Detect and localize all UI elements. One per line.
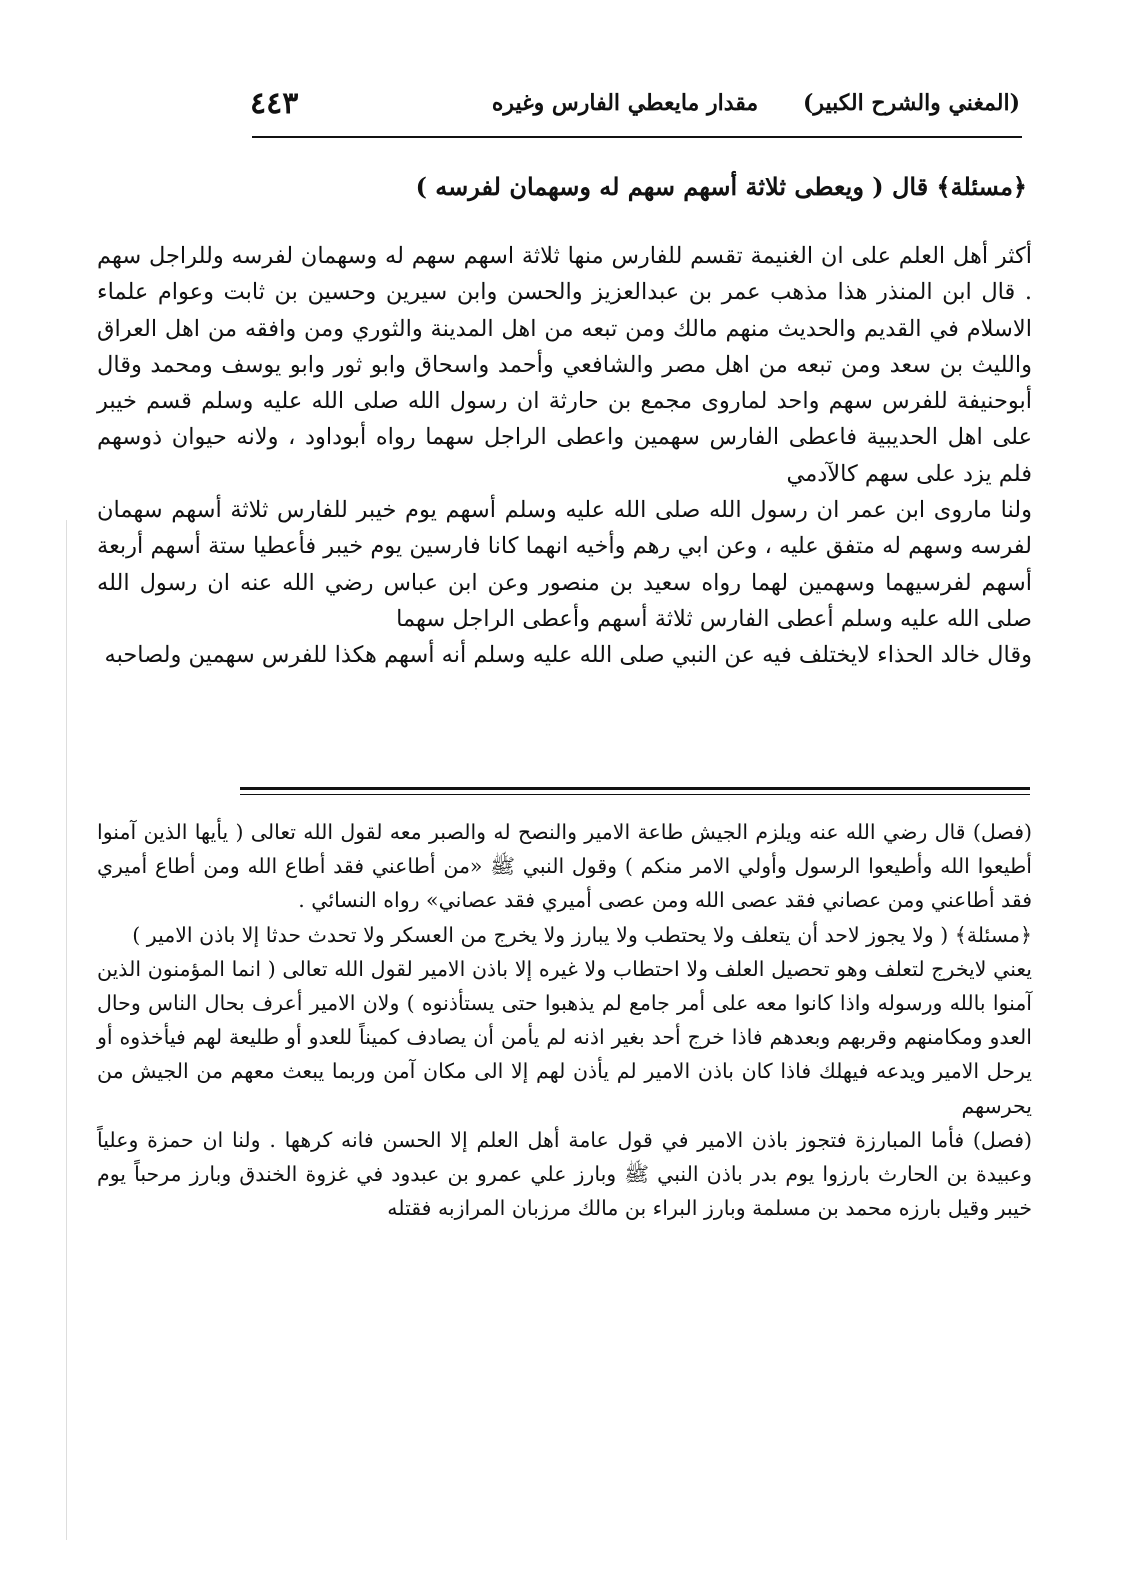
header-rule [252,136,1022,138]
section-divider-thin [240,794,1030,795]
main-paragraph-1: أكثر أهل العلم على ان الغنيمة تقسم للفارس منها ثلاثة اسهم سهم له وسهمان لفرسه وللراجل سهم . قال ابن المنذر هذا مذهب عمر بن عبدالعزيز والحسن وابن سيرين وحسين بن ثابت وعوام علماء الاسلام في القديم والحديث منهم مالك ومن تبعه من اهل المدينة والثوري ومن وافقه من اهل العراق والليث بن سعد ومن تبعه من اهل مصر والشافعي وأحمد واسحاق وابو ثور وابو يوسف ومحمد وقال أبوحنيفة للفرس سهم واحد لماروى مجمع بن حارثة ان رسول الله صلى الله عليه وسلم قسم خيبر على اهل الحديبية فاعطى الفارس سهمين واعطى الراجل سهما رواه أبوداود ، ولانه حيوان ذوسهم فلم يزد على سهم كالآدمي [97,243,1032,487]
commentary-paragraph-1: (فصل) قال رضي الله عنه ويلزم الجيش طاعة الامير والنصح له والصبر معه لقول الله تعالى ( يأيها الذين آمنوا أطيعوا الله وأطيعوا الرسول وأولي الامر منكم ) وقول النبي ﷺ «من أطاعني فقد أطاع الله ومن أطاع أميري فقد أطاعني ومن عصاني فقد عصى الله ومن عصى أميري فقد عصاني» رواه النسائي . [97,820,1032,913]
main-text [97,238,1032,674]
commentary-text [97,815,1032,1225]
commentary-paragraph-3: يعني لايخرج لتعلف وهو تحصيل العلف ولا احتطاب ولا غيره إلا باذن الامير لقول الله تعالى ( انما المؤمنون الذين آمنوا بالله ورسوله واذا كانوا معه على أمر جامع لم يذهبوا حتى يستأذنوه ) ولان الامير أعرف بحال الناس وحال العدو ومكامنهم وقربهم وبعدهم فاذا خرج أحد بغير اذنه لم يأمن أن يصادف كميناً للعدو أو طليعة لهم فيأخذوه أو يرحل الامير ويدعه فيهلك فاذا كان باذن الامير لم يأذن لهم إلا الى مكان آمن وربما يبعث معهم من الجيش من يحرسهم [97,956,1032,1118]
masala-heading: ﴿مسئلة﴾ قال ( ويعطى ثلاثة أسهم سهم له وسهمان لفرسه ) [415,172,1027,201]
book-title: (المغني والشرح الكبير) [802,90,1020,116]
main-paragraph-2: ولنا ماروى ابن عمر ان رسول الله صلى الله عليه وسلم أسهم يوم خيبر للفارس ثلاثة أسهم سهمان لفرسه وسهم له متفق عليه ، وعن ابي رهم وأخيه انهما كانا فارسين يوم خيبر فأعطيا ستة أسهم أربعة أسهم لفرسيهما وسهمين لهما رواه سعيد بن منصور وعن ابن عباس رضي الله عنه ان رسول الله صلى الله عليه وسلم أعطى الفارس ثلاثة أسهم وأعطى الراجل سهما [97,497,1032,632]
page-number: ٤٤٣ [250,86,299,121]
main-paragraph-3: وقال خالد الحذاء لايختلف فيه عن النبي صلى الله عليه وسلم أنه أسهم هكذا للفرس سهمين ولصاحبه [104,642,1032,669]
scan-margin-line [66,520,67,1540]
section-title: مقدار مايعطي الفارس وغيره [491,90,759,116]
commentary-paragraph-2: ﴿مسئلة﴾ ( ولا يجوز لاحد أن يتعلف ولا يحتطب ولا يبارز ولا يخرج من العسكر ولا تحدث حدثا إلا باذن الامير ) [132,922,1032,947]
commentary-paragraph-4: (فصل) فأما المبارزة فتجوز باذن الامير في قول عامة أهل العلم إلا الحسن فانه كرهها . ولنا ان حمزة وعلياً وعبيدة بن الحارث بارزوا يوم بدر باذن النبي ﷺ وبارز علي عمرو بن عبدود في غزوة الخندق وبارز مرحباً يوم خيبر وقيل بارزه محمد بن مسلمة وبارز البراء بن مالك مرزبان المرازبه فقتله [97,1127,1032,1221]
section-divider-thick [240,787,1030,790]
running-header [230,86,1020,130]
